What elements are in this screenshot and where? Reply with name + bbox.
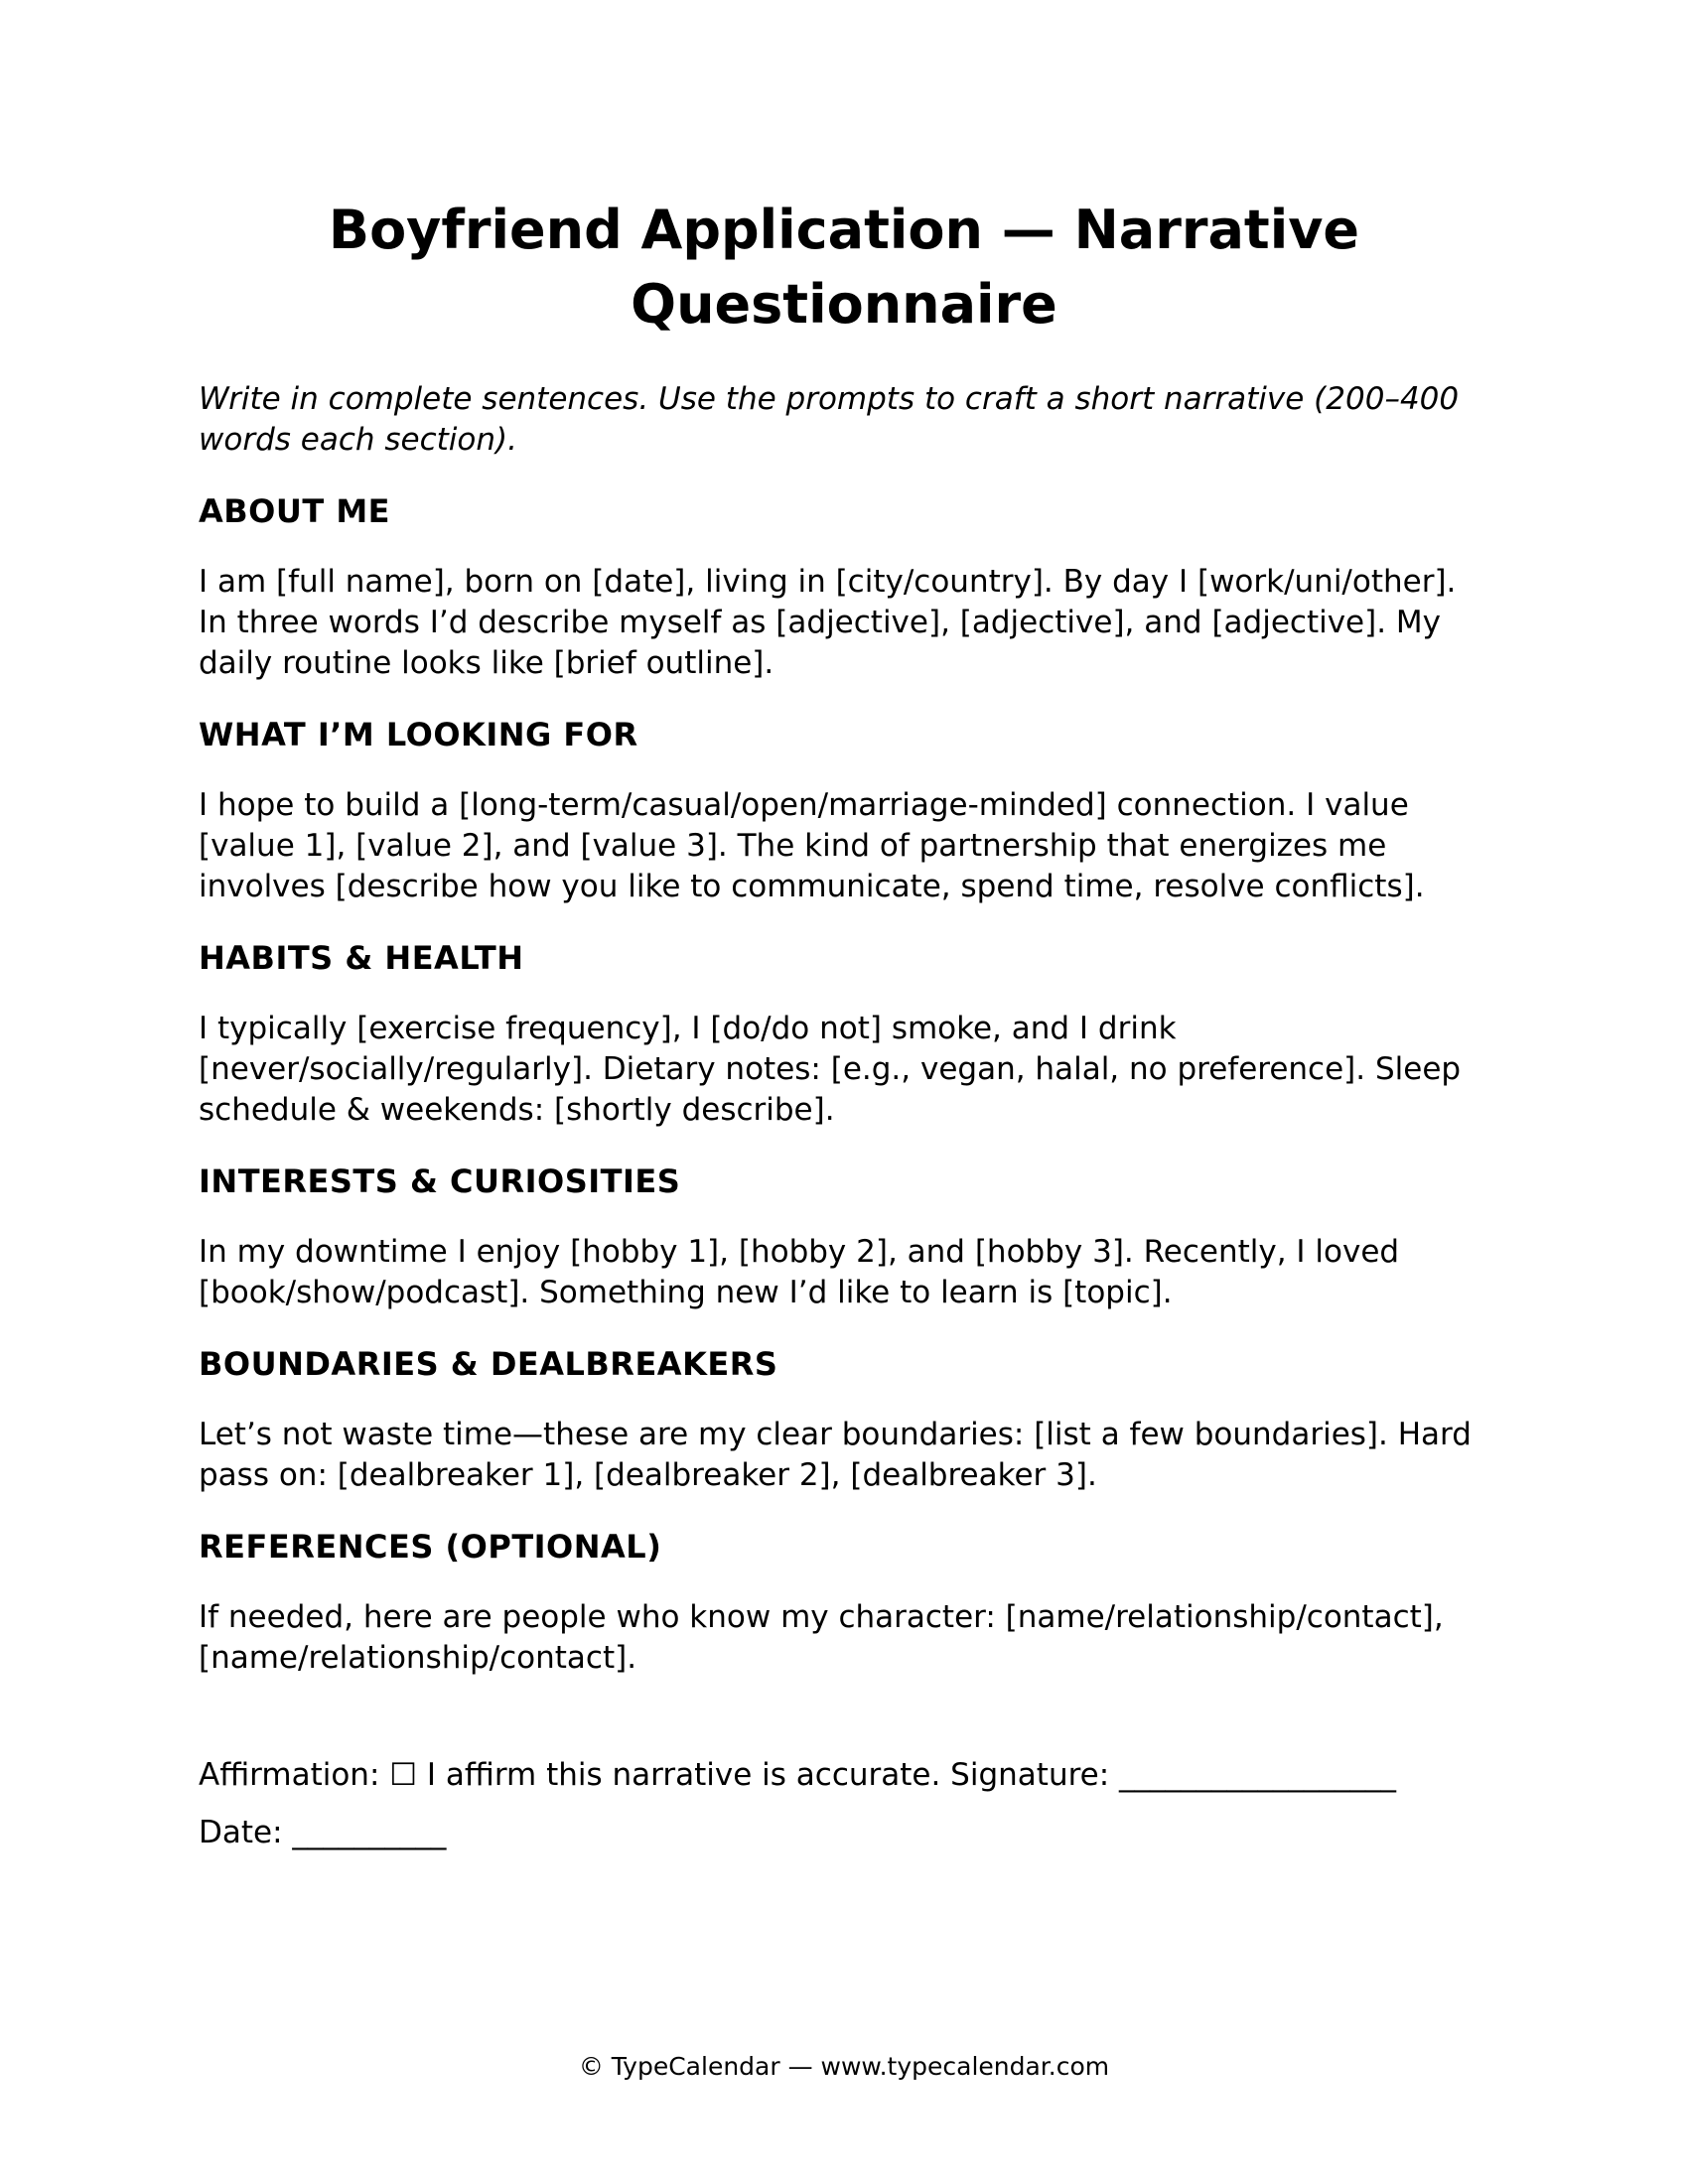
section-body-looking-for: I hope to build a [long-term/casual/open/marriage-minded] connection. I value [value 1], [value 2], and [value 3]. The kind of partnership that energizes me involves [describe how you like to communicate, spend time, resolve conflicts].: [199, 787, 1425, 904]
affirmation-line: Affirmation: ☐ I affirm this narrative is accurate. Signature: __________________ Date: __________: [199, 1757, 1397, 1850]
section-heading-references: REFERENCES (OPTIONAL): [199, 1528, 662, 1566]
section-heading-boundaries: BOUNDARIES & DEALBREAKERS: [199, 1345, 778, 1383]
document-page: [199, 0, 1489, 1861]
section-body-boundaries: Let’s not waste time—these are my clear boundaries: [list a few boundaries]. Hard pass on: [dealbreaker 1], [dealbreaker 2], [dealbreaker 3].: [199, 1417, 1472, 1493]
page-title: Boyfriend Application — Narrative Questionnaire: [328, 199, 1360, 336]
footer-copyright: © TypeCalendar — www.typecalendar.com: [578, 2052, 1110, 2081]
intro-instructions: Write in complete sentences. Use the prompts to craft a short narrative (200–400 words each section).: [199, 381, 1460, 458]
section-body-interests: In my downtime I enjoy [hobby 1], [hobby 2], and [hobby 3]. Recently, I loved [book/show/podcast]. Something new I’d like to learn is [topic].: [199, 1234, 1400, 1310]
section-body-about-me: I am [full name], born on [date], living in [city/country]. By day I [work/uni/other]. In three words I’d describe myself as [adjective], [adjective], and [adjective]. My daily routine looks like [brief outline].: [199, 564, 1457, 681]
section-body-habits-health: I typically [exercise frequency], I [do/do not] smoke, and I drink [never/socially/regularly]. Dietary notes: [e.g., vegan, halal, no preference]. Sleep schedule & weekends: [shortly describe].: [199, 1011, 1462, 1128]
section-heading-looking-for: WHAT I’M LOOKING FOR: [199, 716, 638, 753]
section-heading-about-me: ABOUT ME: [199, 492, 391, 530]
section-heading-habits-health: HABITS & HEALTH: [199, 939, 524, 977]
section-heading-interests: INTERESTS & CURIOSITIES: [199, 1162, 681, 1200]
section-body-references: If needed, here are people who know my character: [name/relationship/contact], [name/relationship/contact].: [199, 1599, 1444, 1676]
